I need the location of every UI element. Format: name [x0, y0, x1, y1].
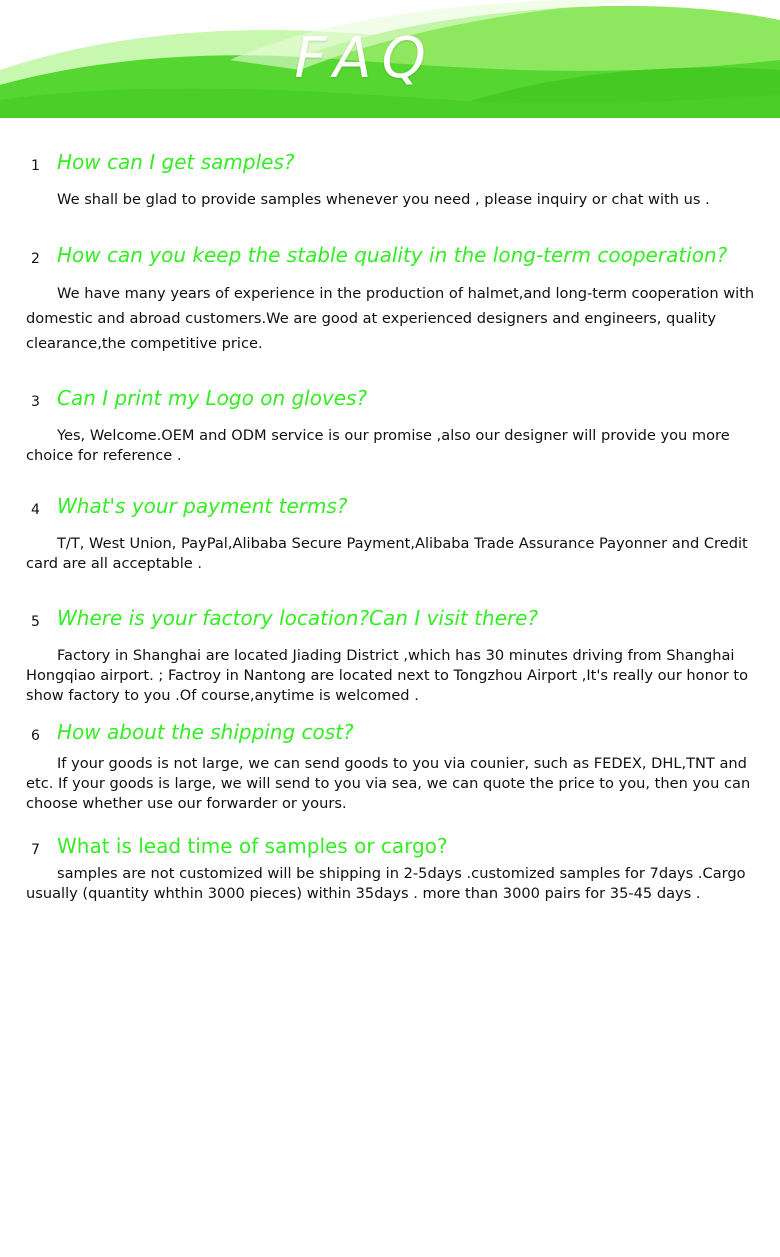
question-number: 7: [31, 842, 40, 858]
answer-text: If your goods is not large, we can send goods to you via counier, such as FEDEX, DHL,TNT and etc. If your goods is large, we will send to you via sea, we can quote the price to you, then you can choose whether use our forwarder or yours.: [26, 755, 751, 812]
question-number: 1: [31, 158, 40, 174]
faq-item-7: [0, 834, 780, 904]
question-number: 2: [31, 251, 40, 267]
question-number: 5: [31, 614, 40, 630]
question-number: 6: [31, 728, 40, 744]
question-text: Where is your factory location?Can I visit there?: [57, 606, 539, 630]
question-text: What's your payment terms?: [57, 494, 348, 518]
question-row: [0, 720, 780, 750]
page-title: FAQ: [294, 26, 436, 91]
faq-item-3: [0, 386, 780, 466]
question-number: 3: [31, 394, 40, 410]
answer-text: We shall be glad to provide samples whenever you need , please inquiry or chat with us .: [57, 191, 710, 208]
answer-text: Factory in Shanghai are located Jiading District ,which has 30 minutes driving from Shanghai Hongqiao airport. ; Factroy in Nantong are located next to Tongzhou Airport ,It's really our honor to show factory to you .Of course,anytime is welcomed .: [26, 647, 749, 704]
faq-item-5: [0, 606, 780, 706]
question-text: Can I print my Logo on gloves?: [57, 386, 368, 410]
faq-item-1: [0, 150, 780, 210]
question-row: [0, 834, 780, 864]
answer-text: T/T, West Union, PayPal,Alibaba Secure Payment,Alibaba Trade Assurance Payonner and Credit card are all acceptable .: [26, 535, 748, 572]
question-row: [0, 606, 780, 636]
question-row: [0, 150, 780, 180]
faq-item-6: [0, 720, 780, 814]
question-text: How can you keep the stable quality in the long-term cooperation?: [57, 243, 728, 267]
question-row: [0, 494, 780, 524]
question-text: How about the shipping cost?: [57, 720, 354, 744]
faq-item-2: [0, 243, 780, 356]
question-row: [0, 386, 780, 416]
answer-text: Yes, Welcome.OEM and ODM service is our promise ,also our designer will provide you more choice for reference .: [26, 427, 730, 464]
question-row: [0, 243, 780, 273]
answer-text: We have many years of experience in the production of halmet,and long-term cooperation with domestic and abroad customers.We are good at experienced designers and engineers, quality clearance,the competitive price.: [26, 285, 755, 352]
question-text: How can I get samples?: [57, 150, 295, 174]
faq-banner: [0, 0, 780, 118]
faq-item-4: [0, 494, 780, 574]
answer-text: samples are not customized will be shipping in 2-5days .customized samples for 7days .Cargo usually (quantity whthin 3000 pieces) within 35days . more than 3000 pairs for 35-45 days .: [26, 865, 746, 902]
question-number: 4: [31, 502, 40, 518]
question-text: What is lead time of samples or cargo?: [57, 834, 448, 858]
